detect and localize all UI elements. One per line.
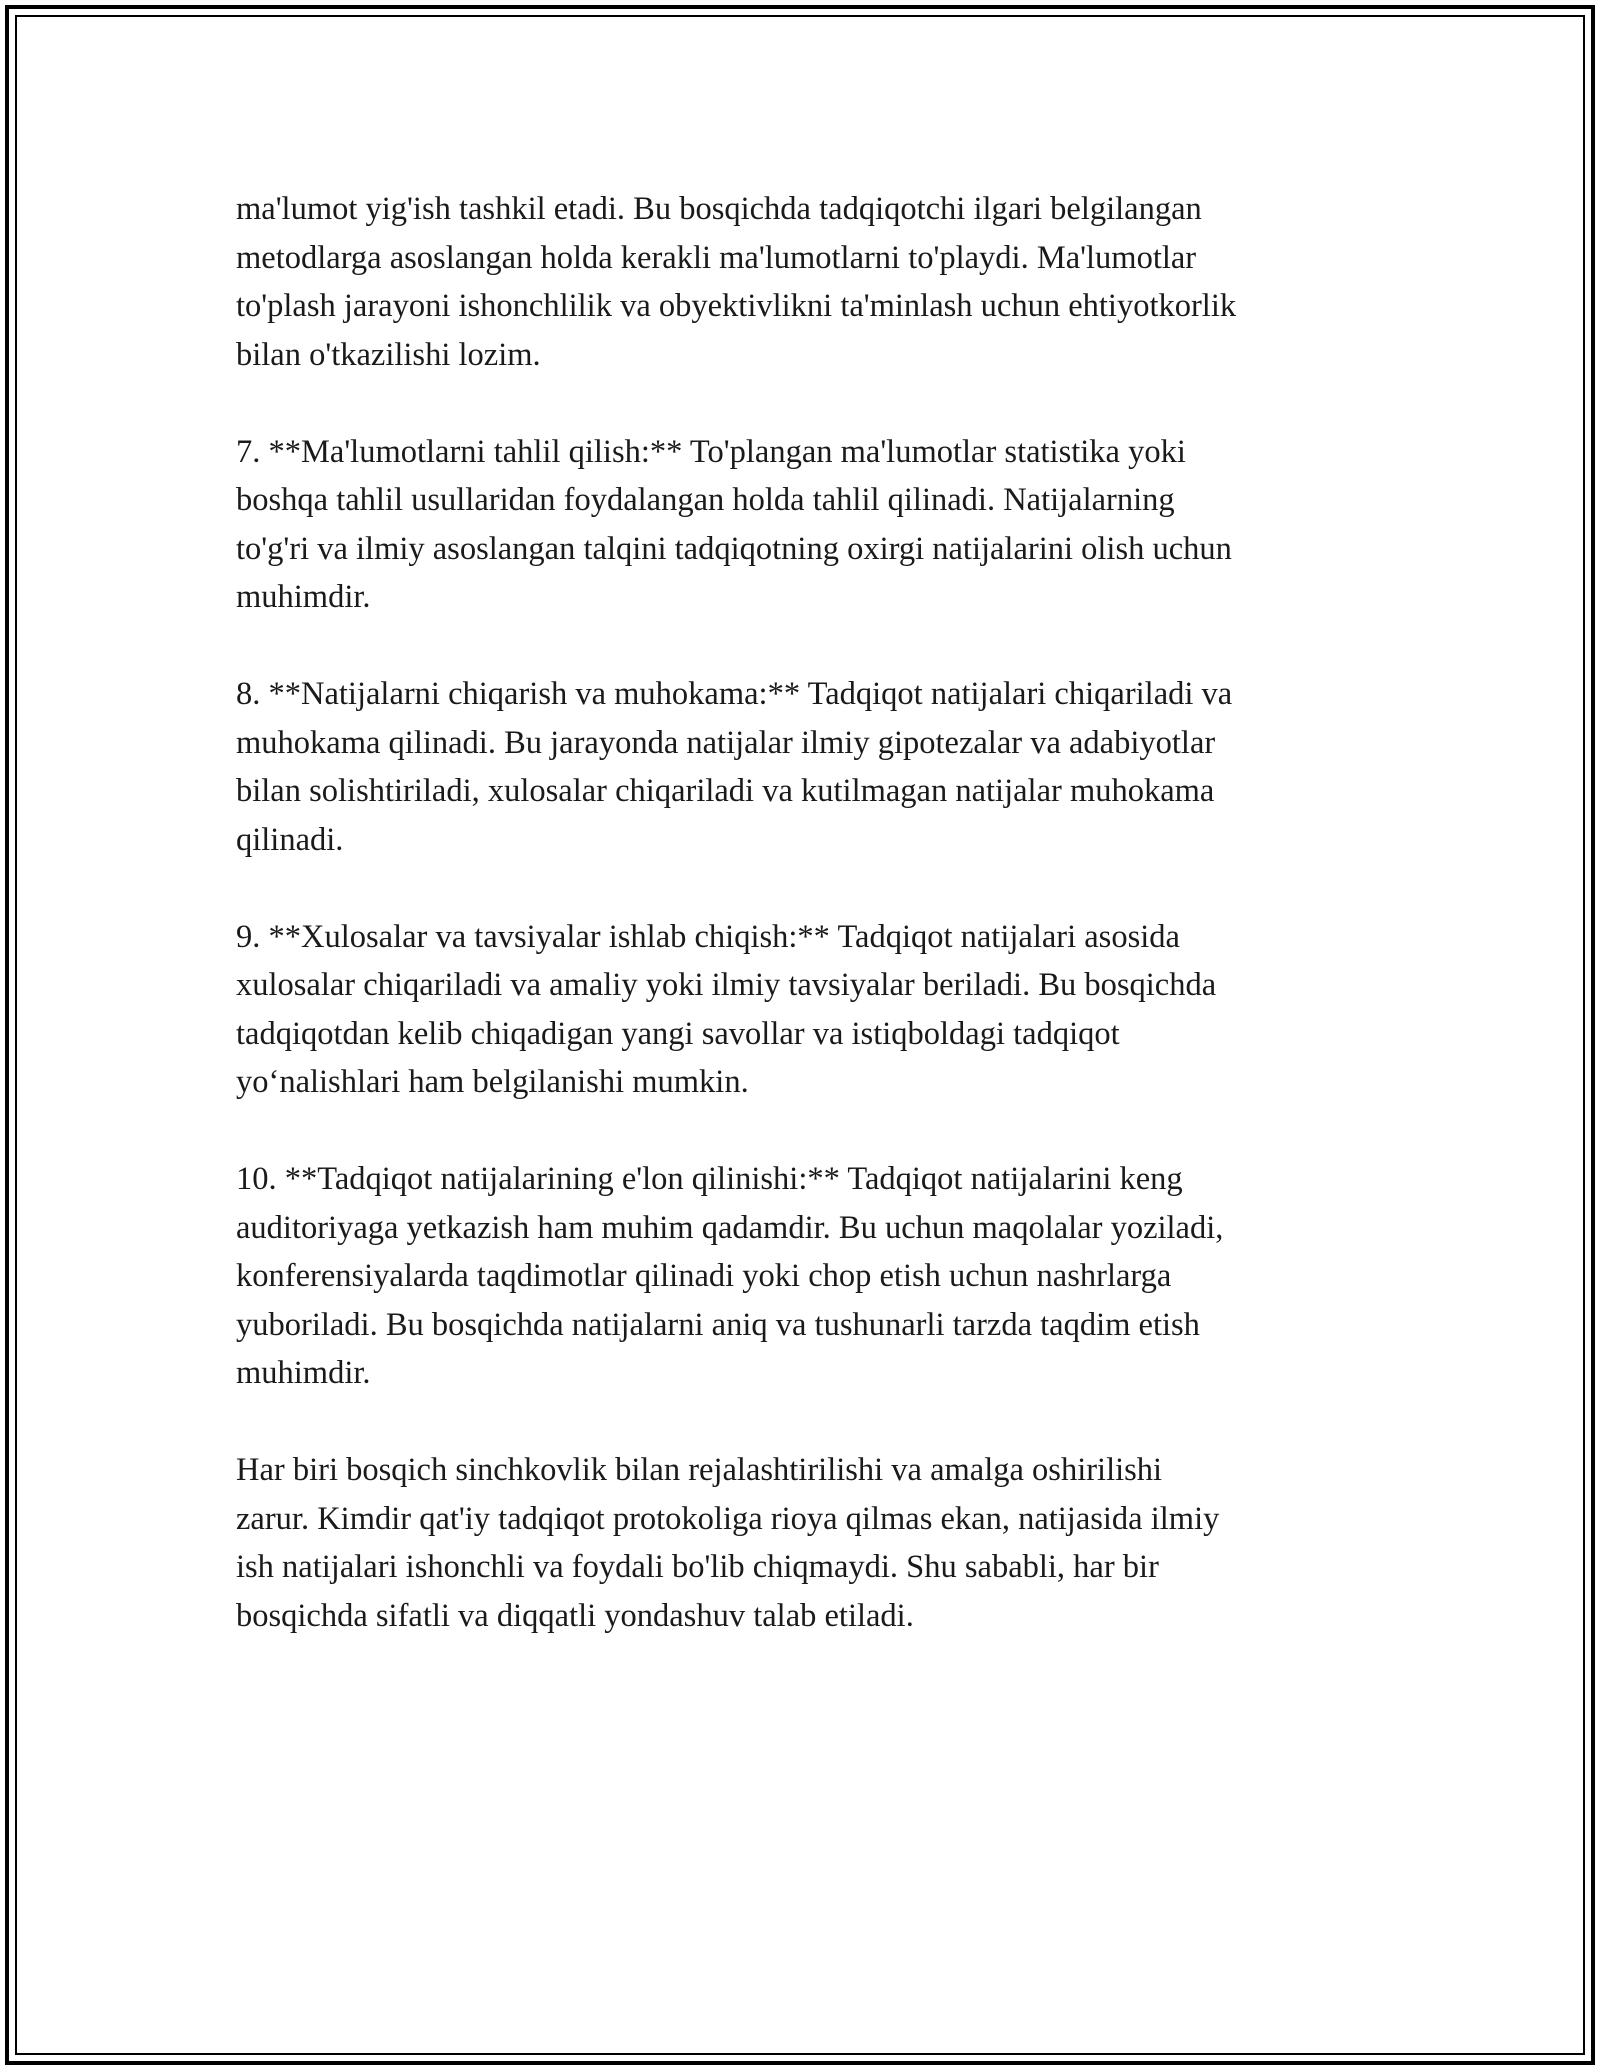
paragraph-step-10: 10. **Tadqiqot natijalarining e'lon qilinishi:** Tadqiqot natijalarini keng auditoriyaga yetkazish ham muhim qadamdir. Bu uchun maqolalar yoziladi, konferensiyalarda taqdimotlar qilinadi yoki chop etish uchun nashrlarga yuboriladi. Bu bosqichda natijalarni aniq va tushunarli tarzda taqdim etish muhimdir.: [236, 1161, 1224, 1391]
paragraph-step-7: 7. **Ma'lumotlarni tahlil qilish:** To'plangan ma'lumotlar statistika yoki boshqa tahlil usullaridan foydalangan holda tahlil qilinadi. Natijalarning to'g'ri va ilmiy asoslangan talqini tadqiqotning oxirgi natijalarini olish uchun muhimdir.: [236, 433, 1232, 615]
document-body: [236, 185, 1376, 1689]
paragraph-data-collection: ma'lumot yig'ish tashkil etadi. Bu bosqichda tadqiqotchi ilgari belgilangan metodlarga asoslangan holda kerakli ma'lumotlarni to'playdi. Ma'lumotlar to'plash jarayoni ishonchlilik va obyektivlikni ta'minlash uchun ehtiyotkorlik bilan o'tkazilishi lozim.: [236, 191, 1237, 373]
paragraph-step-9: 9. **Xulosalar va tavsiyalar ishlab chiqish:** Tadqiqot natijalari asosida xulosalar chiqariladi va amaliy yoki ilmiy tavsiyalar beriladi. Bu bosqichda tadqiqotdan kelib chiqadigan yangi savollar va istiqboldagi tadqiqot yo‘nalishlari ham belgilanishi mumkin.: [236, 918, 1217, 1100]
paragraph-conclusion: Har biri bosqich sinchkovlik bilan rejalashtirilishi va amalga oshirilishi zarur. Kimdir qat'iy tadqiqot protokoliga rioya qilmas ekan, natijasida ilmiy ish natijalari ishonchli va foydali bo'lib chiqmaydi. Shu sababli, har bir bosqichda sifatli va diqqatli yondashuv talab etiladi.: [236, 1452, 1220, 1634]
paragraph-step-8: 8. **Natijalarni chiqarish va muhokama:** Tadqiqot natijalari chiqariladi va muhokama qilinadi. Bu jarayonda natijalar ilmiy gipotezalar va adabiyotlar bilan solishtiriladi, xulosalar chiqariladi va kutilmagan natijalar muhokama qilinadi.: [236, 676, 1233, 858]
